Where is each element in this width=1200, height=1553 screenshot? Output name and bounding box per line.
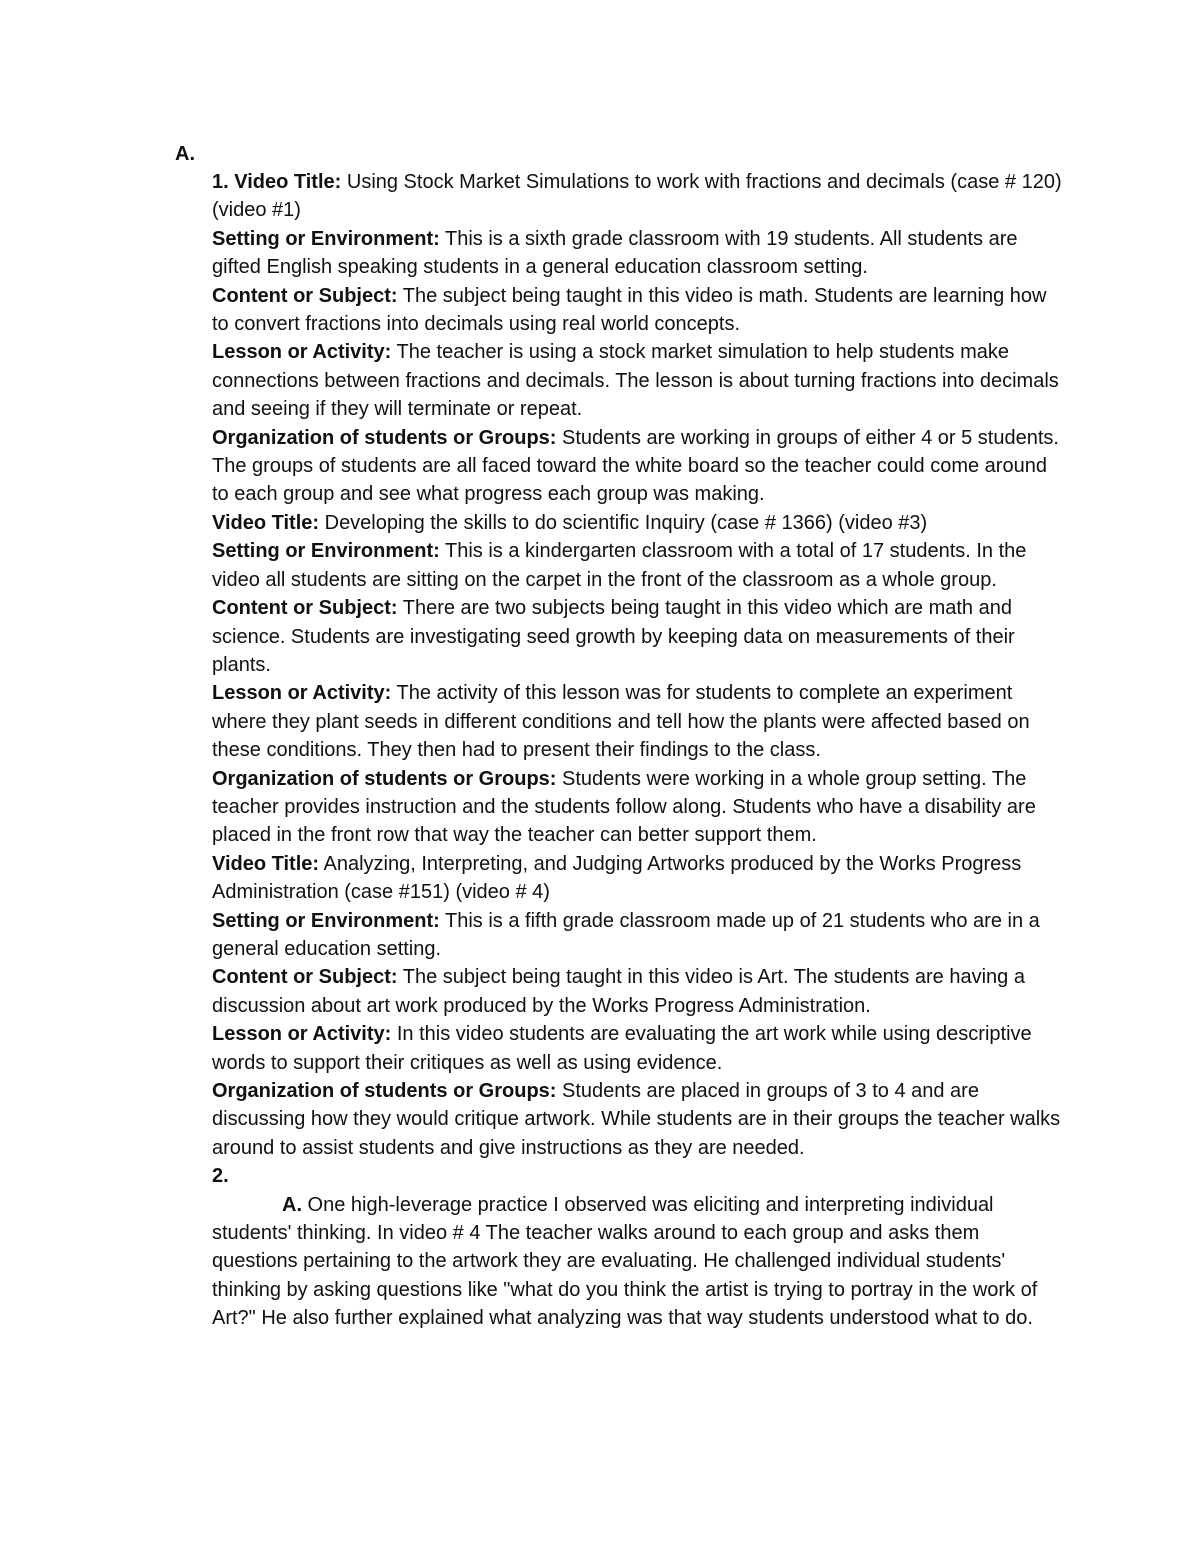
setting-label: Setting or Environment: — [212, 227, 440, 250]
content-paragraph — [212, 594, 1062, 679]
practice-text: One high-leverage practice I observed was eliciting and interpreting individual students' thinking. In video # 4 The teacher walks around to each group and asks them questions pertaining to the artwork they are evaluating. He challenged individual students' thinking by asking questions like "what do you think the artist is trying to portray in the work of Art?" He also further explained what analyzing was that way students understood what to do. — [212, 1193, 1038, 1330]
content-text: The subject being taught in this video is Art. The students are having a discussion about art work produced by the Works Progress Administration. — [212, 966, 1025, 1017]
video-title-label: Video Title: — [212, 852, 320, 875]
lesson-text: The teacher is using a stock market simulation to help students make connections between fractions and decimals. The lesson is about turning fractions into decimals and seeing if they will terminate or repeat. — [212, 341, 1059, 421]
lesson-label: Lesson or Activity: — [212, 341, 392, 364]
content-paragraph — [212, 282, 1062, 339]
content-text: The subject being taught in this video is math. Students are learning how to convert fractions into decimals using real world concepts. — [212, 284, 1047, 336]
section-heading: A. — [175, 143, 195, 165]
lesson-text: The activity of this lesson was for students to complete an experiment where they plant seeds in different conditions and tell how the plants were affected based on these conditions. They then had to present their findings to the class. — [212, 682, 1030, 762]
video-title-3 — [212, 850, 1062, 907]
content-label: Content or Subject: — [212, 597, 398, 620]
lesson-paragraph — [212, 338, 1062, 423]
content-label: Content or Subject: — [212, 966, 398, 989]
content-paragraph — [212, 963, 1062, 1020]
organization-text: Students are placed in groups of 3 to 4 and are discussing how they would critique artwork. While students are in their groups the teacher walks around to assist students and give instructions as they are needed. — [212, 1080, 1061, 1159]
video-title-label: Video Title: — [234, 171, 342, 193]
setting-paragraph — [212, 537, 1062, 594]
lesson-paragraph — [212, 679, 1062, 764]
organization-text: Students are working in groups of either 4 or 5 students. The groups of students are all faced toward the white board so the teacher could come around to each group and see what progress each group was making. — [212, 426, 1059, 506]
organization-paragraph — [212, 424, 1062, 509]
sub-letter: A. — [282, 1193, 302, 1216]
organization-paragraph — [212, 765, 1062, 850]
setting-text: This is a sixth grade classroom with 19 students. All students are gifted English speaking students in a general education classroom setting. — [212, 227, 1018, 279]
video-title-text: Using Stock Market Simulations to work with fractions and decimals (case # 120) (video #1) — [212, 171, 1062, 222]
video-title-label: Video Title: — [212, 511, 320, 534]
video-title-1 — [212, 168, 1062, 225]
lesson-label: Lesson or Activity: — [212, 682, 392, 705]
part-number-1: 1. — [212, 171, 229, 193]
lesson-paragraph — [212, 1020, 1062, 1077]
setting-text: This is a fifth grade classroom made up of 21 students who are in a general education setting. — [212, 909, 1040, 960]
practice-paragraph — [212, 1191, 1062, 1333]
lesson-label: Lesson or Activity: — [212, 1023, 392, 1046]
video-title-text: Developing the skills to do scientific Inquiry (case # 1366) (video #3) — [319, 511, 928, 534]
video-title-2 — [212, 509, 1062, 537]
setting-paragraph — [212, 225, 1062, 282]
setting-label: Setting or Environment: — [212, 540, 440, 563]
document-body — [212, 168, 1062, 1333]
setting-paragraph — [212, 907, 1062, 964]
organization-label: Organization of students or Groups: — [212, 1080, 557, 1102]
organization-paragraph — [212, 1077, 1062, 1162]
content-label: Content or Subject: — [212, 284, 398, 307]
organization-label: Organization of students or Groups: — [212, 426, 557, 449]
part-number-2: 2. — [212, 1165, 229, 1188]
content-text: There are two subjects being taught in this video which are math and science. Students are investigating seed growth by keeping data on measurements of their plants. — [212, 597, 1015, 676]
organization-label: Organization of students or Groups: — [212, 767, 557, 790]
video-title-text: Analyzing, Interpreting, and Judging Artworks produced by the Works Progress Administration (case #151) (video # 4) — [212, 852, 1022, 904]
setting-text: This is a kindergarten classroom with a total of 17 students. In the video all students are sitting on the carpet in the front of the classroom as a whole group. — [212, 540, 1027, 591]
lesson-text: In this video students are evaluating the art work while using descriptive words to support their critiques as well as using evidence. — [212, 1023, 1032, 1074]
organization-text: Students were working in a whole group setting. The teacher provides instruction and the students follow along. Students who have a disability are placed in the front row that way the teacher can better support them. — [212, 767, 1036, 847]
setting-label: Setting or Environment: — [212, 909, 440, 932]
